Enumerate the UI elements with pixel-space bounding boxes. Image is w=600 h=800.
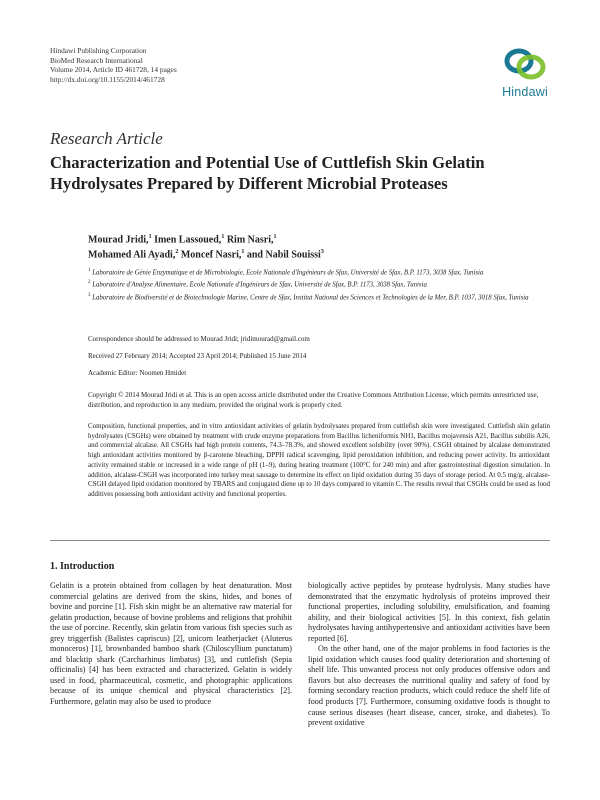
author-name: and Nabil Souissi bbox=[246, 249, 321, 261]
author-affil-ref: 3 bbox=[320, 249, 324, 256]
section-heading: 1. Introduction bbox=[50, 561, 115, 572]
abstract: Composition, functional properties, and in vitro antioxidant activities of gelatin hydrolysates prepared from cuttlefish skin were investigated. Cuttlefish skin gelatin hydrolysates (CSGHs) were obtained by treatment with crude enzyme preparations from Bacillus licheniformis NH1, Bacillus mojavensis A21, Bacillus subtilis A26, and commercial alcalase. All CSGHs had high protein contents, 74.3–78.3%, and showed excellent solubility (over 90%). CSGH obtained by alcalase demonstrated high antioxidant activities monitored by β-carotene bleaching, DPPH radical scavenging, lipid peroxidation inhibition, and reducing power activity. Its antioxidant activity remained stable or increased in a wide range of pH (1–9), during heating treatment (100°C for 240 min) and after gastrointestinal digestion simulation. In addition, alcalase-CSGH was incorporated into turkey meat sausage to determine its effect on lipid oxidation during 35 days of storage period. At 0.5 mg/g, alcalase-CSGH delayed lipid oxidation monitored by TBARS and conjugated diene up to 10 days compared to vitamin C. The results reveal that CSGHs could be used as food additives possessing both antioxidant activity and functional properties. bbox=[88, 422, 550, 498]
paragraph: biologically active peptides by protease hydrolysis. Many studies have demonstrated that the enzymatic hydrolysis of proteins improved their functional properties, including solubility, emulsification, and foaming ability, and their biological activities [5]. In this context, fish gelatin hydrolysates having antihypertensive and antioxidant activities have been reported [6]. bbox=[308, 581, 550, 643]
affiliation-number: 3 bbox=[88, 292, 91, 298]
author-name: Mourad Jridi, bbox=[88, 234, 149, 246]
publisher-line: Hindawi Publishing Corporation bbox=[50, 46, 147, 55]
affiliation-number: 2 bbox=[88, 280, 91, 286]
author-name: Mohamed Ali Ayadi, bbox=[88, 249, 176, 261]
article-dates: Received 27 February 2014; Accepted 23 April 2014; Published 15 June 2014 bbox=[88, 352, 307, 360]
hindawi-logo-icon bbox=[503, 44, 547, 84]
doi-link[interactable]: http://dx.doi.org/10.1155/2014/461728 bbox=[50, 74, 165, 84]
journal-header bbox=[50, 46, 177, 84]
author-affil-ref: 1 bbox=[221, 234, 225, 240]
author-name: Imen Lassoued, bbox=[154, 234, 222, 246]
right-column bbox=[308, 581, 550, 729]
affiliations bbox=[88, 266, 548, 303]
section-divider bbox=[50, 540, 550, 541]
left-column bbox=[50, 581, 292, 708]
article-title: Characterization and Potential Use of Cuttlefish Skin Gelatin Hydrolysates Prepared by Different Microbial Proteases bbox=[50, 153, 485, 193]
affiliation-item bbox=[88, 291, 548, 303]
hindawi-logo bbox=[493, 44, 557, 99]
author-list bbox=[88, 231, 548, 262]
paragraph: Gelatin is a protein obtained from collagen by heat denaturation. Most commercial gelatins are derived from the skins, hides, and bones of bovine and porcine [1]. Fish skin might be an alternative raw material for gelatin production, because of bovine problems and religions that prohibit the use of porcine. Recently, skin gelatin from various fish species such as grey triggerfish (Balistes capriscus) [2], unicorn leatherjacket (Aluterus monoceros) [1], brownbanded bamboo shark (Chiloscyllium punctatum) and blacktip shark (Carcharhinus limbatus) [3], and cuttlefish (Sepia officinalis) [4] has been extracted and characterized. Gelatin is widely used in food, pharmaceutical, cosmetic, and photographic applications because of its unique chemical and physical characteristics [2]. Furthermore, gelatin may also be used to produce bbox=[50, 581, 292, 707]
copyright-notice: Copyright © 2014 Mourad Jridi et al. This is an open access article distributed under the Creative Commons Attribution License, which permits unrestricted use, distribution, and reproduction in any medium, provided the original work is properly cited. bbox=[88, 391, 539, 409]
volume-line: Volume 2014, Article ID 461728, 14 pages bbox=[50, 65, 177, 75]
affiliation-text: Laboratoire d'Analyse Alimentaire, Ecole Nationale d'Ingénieurs de Sfax, Université de Sfax, B.P. 1173, 3038 Sfax, Tunisia bbox=[92, 281, 427, 289]
author-affil-ref: 1 bbox=[241, 249, 245, 256]
author-name: Rim Nasri, bbox=[226, 234, 274, 246]
affiliation-item bbox=[88, 266, 548, 278]
author-line-1 bbox=[88, 231, 548, 246]
author-name: Moncef Nasri, bbox=[180, 249, 242, 261]
affiliation-text: Laboratoire de Biodiversité et de Biotechnologie Marine, Centre de Sfax, Institut National des Sciences et Technologies de la Mer, B.P. 1037, 3018 Sfax, Tunisia bbox=[92, 293, 529, 301]
paragraph: On the other hand, one of the major problems in food factories is the lipid oxidation which causes food quality deterioration and shortening of shelf life. This unwanted process not only produces offensive odors and flavors but also decreases the nutritional quality and safety of food by forming secondary reaction products, which could reduce the shelf life of food products [7]. Furthermore, consuming oxidative foods is thought to cause serious diseases (heart disease, cancer, stroke, and diabetes). To prevent oxidative bbox=[308, 644, 550, 728]
affiliation-item bbox=[88, 278, 548, 290]
academic-editor: Academic Editor: Noomen Hmidet bbox=[88, 369, 187, 377]
journal-name: BioMed Research International bbox=[50, 55, 143, 65]
author-affil-ref: 1 bbox=[273, 234, 277, 240]
correspondence: Correspondence should be addressed to Mourad Jridi; jridimourad@gmail.com bbox=[88, 335, 310, 343]
hindawi-logo-text: Hindawi bbox=[502, 85, 548, 99]
article-type: Research Article bbox=[50, 129, 163, 148]
author-affil-ref: 1 bbox=[148, 234, 152, 240]
affiliation-text: Laboratoire de Génie Enzymatique et de Microbiologie, Ecole Nationale d'Ingénieurs de Sfax, Université de Sfax, B.P. 1173, 3038 Sfax, Tunisia bbox=[92, 269, 484, 277]
author-affil-ref: 2 bbox=[175, 249, 179, 256]
author-line-2 bbox=[88, 246, 548, 261]
affiliation-number: 1 bbox=[88, 268, 91, 273]
